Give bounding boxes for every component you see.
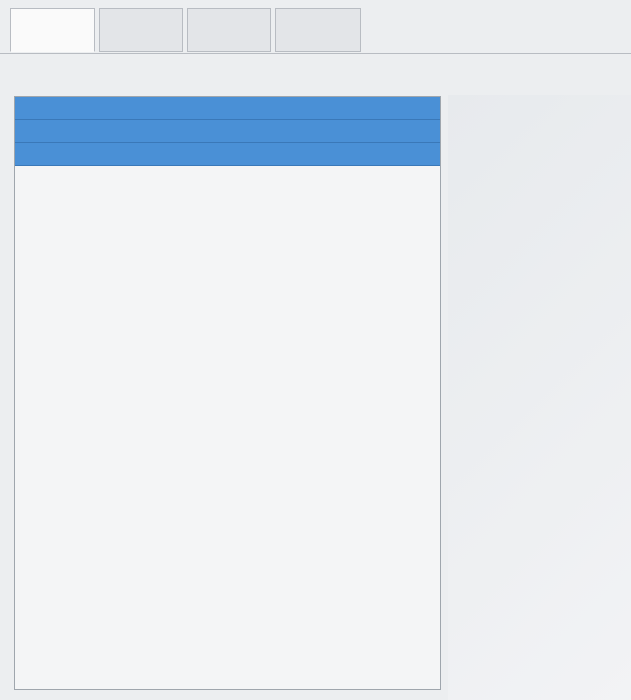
- income-statement-form: [14, 96, 441, 690]
- statement-period: [15, 143, 440, 166]
- statement-title: [15, 120, 440, 143]
- company-name: [15, 97, 440, 120]
- tab-required-1a[interactable]: [10, 8, 95, 52]
- tab-required-2[interactable]: [275, 8, 361, 52]
- background-area: [448, 95, 631, 700]
- tab-required-1c[interactable]: [187, 8, 271, 52]
- tab-required-1b[interactable]: [99, 8, 183, 52]
- tab-bar: [10, 8, 365, 54]
- tab-divider: [0, 53, 631, 54]
